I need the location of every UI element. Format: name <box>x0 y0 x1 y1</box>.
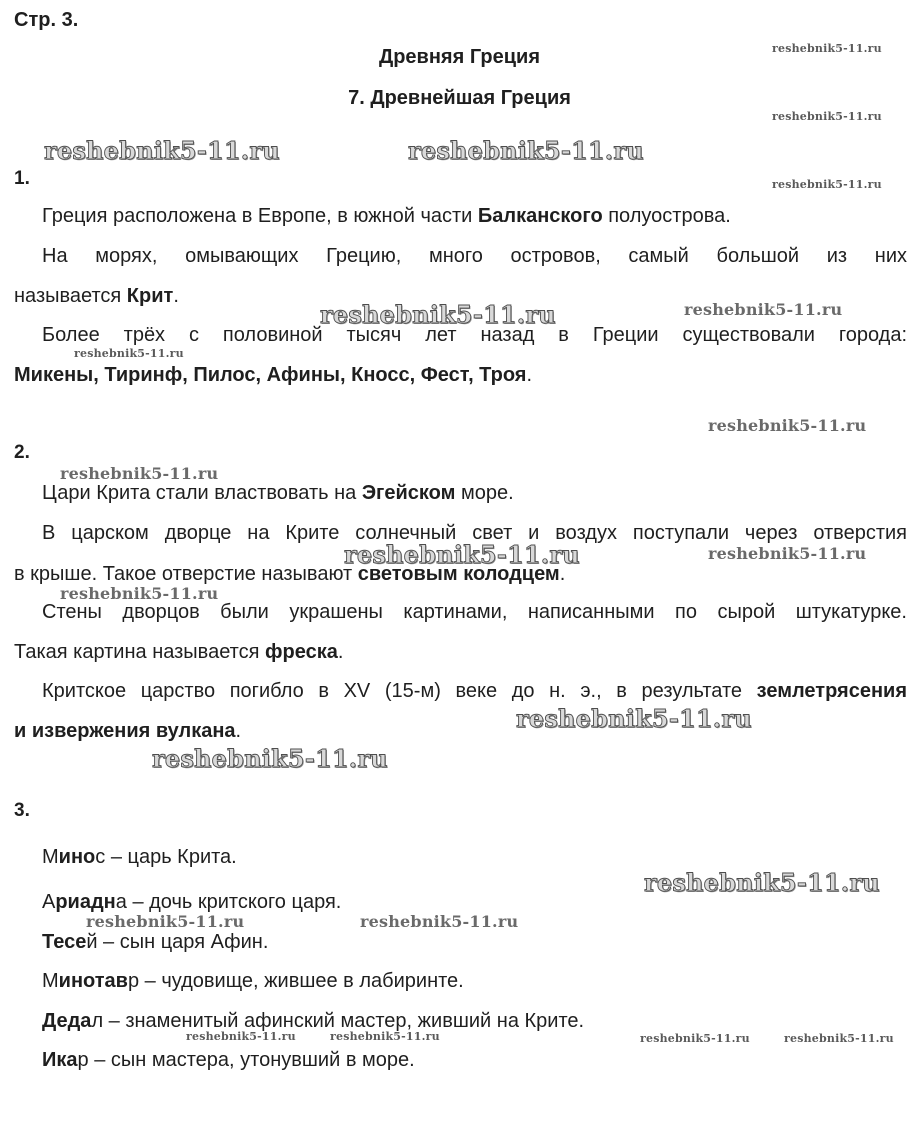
name-item-minos: Минос – царь Крита. <box>42 846 237 868</box>
task-number: 2. <box>14 442 30 463</box>
task2-paragraph-1: Цари Крита стали властвовать на Эгейском море. <box>42 482 514 504</box>
watermark: reshebnik5-11.ru <box>772 178 882 191</box>
task2-paragraph-3-cont: Такая картина называется фреска. <box>14 641 344 663</box>
task1-paragraph-3: Более трёх с половиной тысяч лет назад в Греции существовали города: <box>42 324 907 346</box>
task1-paragraph-3-cont: Микены, Тиринф, Пилос, Афины, Кносс, Фест, Троя. <box>14 364 533 386</box>
name-item-theseus: Тесей – сын царя Афин. <box>42 931 269 953</box>
watermark: reshebnik5-11.ru <box>60 584 219 603</box>
watermark: reshebnik5-11.ru <box>344 540 580 569</box>
task2-paragraph-2-cont: в крыше. Такое отверстие называют световым колодцем. <box>14 563 566 585</box>
section-title: 7. Древнейшая Греция <box>348 87 571 109</box>
watermark: reshebnik5-11.ru <box>516 704 752 733</box>
watermark: reshebnik5-11.ru <box>60 464 219 483</box>
task-number: 3. <box>14 800 30 821</box>
watermark: reshebnik5-11.ru <box>360 912 519 931</box>
watermark: reshebnik5-11.ru <box>684 300 843 319</box>
watermark: reshebnik5-11.ru <box>44 136 280 165</box>
watermark: reshebnik5-11.ru <box>708 416 867 435</box>
task1-paragraph-2: На морях, омывающих Грецию, много островов, самый большой из них <box>42 245 907 267</box>
name-item-ariadne: Ариадна – дочь критского царя. <box>42 891 342 913</box>
task-number: 1. <box>14 168 30 189</box>
watermark: reshebnik5-11.ru <box>708 544 867 563</box>
page-label: Стр. 3. <box>14 9 79 31</box>
watermark: reshebnik5-11.ru <box>320 300 556 329</box>
page-title: Древняя Греция <box>378 46 541 68</box>
watermark: reshebnik5-11.ru <box>86 912 245 931</box>
watermark: reshebnik5-11.ru <box>644 868 880 897</box>
task2-paragraph-2: В царском дворце на Крите солнечный свет и воздух поступали через отверстия <box>42 522 907 544</box>
name-item-daedalus: Дедал – знаменитый афинский мастер, живший на Крите. <box>42 1010 585 1032</box>
watermark: reshebnik5-11.ru <box>640 1032 750 1045</box>
name-item-minotaur: Минотавр – чудовище, жившее в лабиринте. <box>42 970 464 992</box>
watermark: reshebnik5-11.ru <box>784 1032 894 1045</box>
name-item-icarus: Икар – сын мастера, утонувший в море. <box>42 1049 415 1071</box>
task2-paragraph-4: Критское царство погибло в XV (15-м) веке до н. э., в результате землетрясения <box>42 680 907 702</box>
task1-paragraph-1: Греция расположена в Европе, в южной части Балканского полуострова. <box>42 205 731 227</box>
watermark: reshebnik5-11.ru <box>152 744 388 773</box>
watermark: reshebnik5-11.ru <box>772 42 882 55</box>
watermark: reshebnik5-11.ru <box>330 1030 440 1043</box>
watermark: reshebnik5-11.ru <box>186 1030 296 1043</box>
watermark: reshebnik5-11.ru <box>772 110 882 123</box>
task2-paragraph-4-cont: и извержения вулкана. <box>14 720 242 742</box>
task1-paragraph-2-cont: называется Крит. <box>14 285 179 307</box>
watermark: reshebnik5-11.ru <box>408 136 644 165</box>
watermark: reshebnik5-11.ru <box>74 347 184 360</box>
task2-paragraph-3: Стены дворцов были украшены картинами, написанными по сырой штукатурке. <box>42 601 907 623</box>
